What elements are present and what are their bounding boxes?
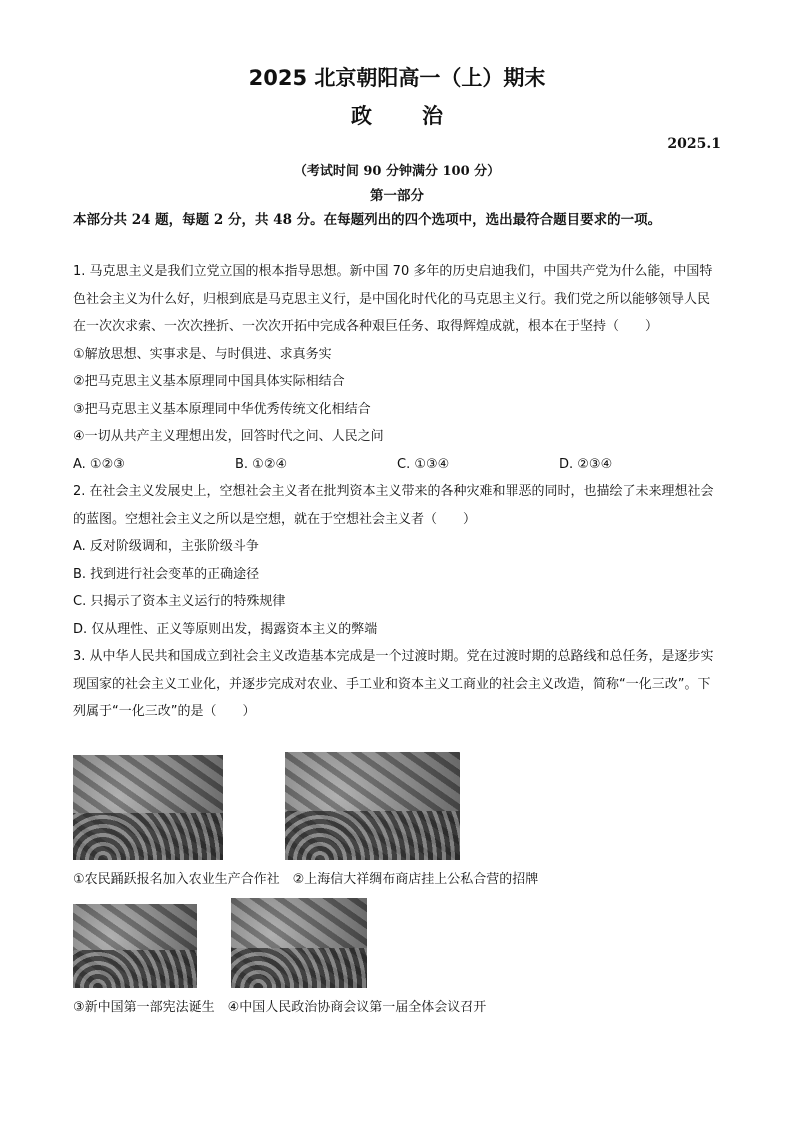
question-1-stem: 1. 马克思主义是我们立党立国的根本指导思想。新中国 70 多年的历史启迪我们，中国共产党为什么能，中国特色社会主义为什么好，归根到底是马克思主义行，是中国化时代化的马克思主义行。我们党之所以能够领导人民在一次次求索、一次次挫折、一次次开拓中完成各种艰巨任务、取得辉煌成就，根本在于坚持（ ） [73, 264, 713, 334]
option-c: C. ①③④ [397, 456, 450, 472]
option-b: B. ①②④ [235, 456, 288, 472]
photo-farmers-cooperative [73, 755, 223, 860]
option-d: D. ②③④ [559, 456, 613, 472]
question-2-stem: 2. 在社会主义发展史上，空想社会主义者在批判资本主义带来的各种灾难和罪恶的同时，也描绘了未来理想社会的蓝图。空想社会主义之所以是空想，就在于空想社会主义者（ ） [73, 484, 714, 527]
figure-caption: ③新中国第一部宪法诞生 ④中国人民政治协商会议第一届全体会议召开 [73, 1000, 487, 1015]
photo-cppcc-conference [231, 898, 367, 988]
question-2-option-d: D. 仅从理性、正义等原则出发，揭露资本主义的弊端 [73, 621, 378, 637]
figures-row-1 [73, 752, 721, 887]
questions [73, 258, 721, 726]
photo-joint-venture-sign [285, 752, 460, 860]
exam-title: 2025 北京朝阳高一（上）期末 [248, 66, 546, 90]
subject-title: 政治 [351, 104, 493, 128]
question-1-options [73, 451, 721, 479]
part-heading: 第一部分 [370, 188, 424, 204]
exam-info: （考试时间 90 分钟满分 100 分） [293, 164, 501, 179]
question-2-option-c: C. 只揭示了资本主义运行的特殊规律 [73, 594, 286, 609]
option-a: A. ①②③ [73, 456, 125, 472]
question-1-item: ③把马克思主义基本原理同中华优秀传统文化相结合 [73, 401, 371, 417]
question-1-item: ①解放思想、实事求是、与时俱进、求真务实 [73, 346, 332, 362]
question-2-option-b: B. 找到进行社会变革的正确途径 [73, 566, 260, 582]
photo-first-constitution [73, 904, 197, 988]
question-1-item: ④一切从共产主义理想出发，回答时代之问、人民之问 [73, 429, 384, 444]
exam-date: 2025.1 [667, 136, 721, 152]
question-3-stem: 3. 从中华人民共和国成立到社会主义改造基本完成是一个过渡时期。党在过渡时期的总路线和总任务，是逐步实现国家的社会主义工业化，并逐步完成对农业、手工业和资本主义工商业的社会主义改造，简称“一化三改”。下列属于“一化三改”的是（ ） [73, 649, 714, 719]
part-instructions: 本部分共 24 题，每题 2 分，共 48 分。在每题列出的四个选项中，选出最符合题目要求的一项。 [73, 212, 662, 228]
question-2-option-a: A. 反对阶级调和，主张阶级斗争 [73, 539, 259, 554]
figures-row-2 [73, 898, 721, 1015]
figure-caption: ①农民踊跃报名加入农业生产合作社 ②上海信大祥绸布商店挂上公私合营的招牌 [73, 872, 539, 887]
question-1-item: ②把马克思主义基本原理同中国具体实际相结合 [73, 374, 345, 389]
